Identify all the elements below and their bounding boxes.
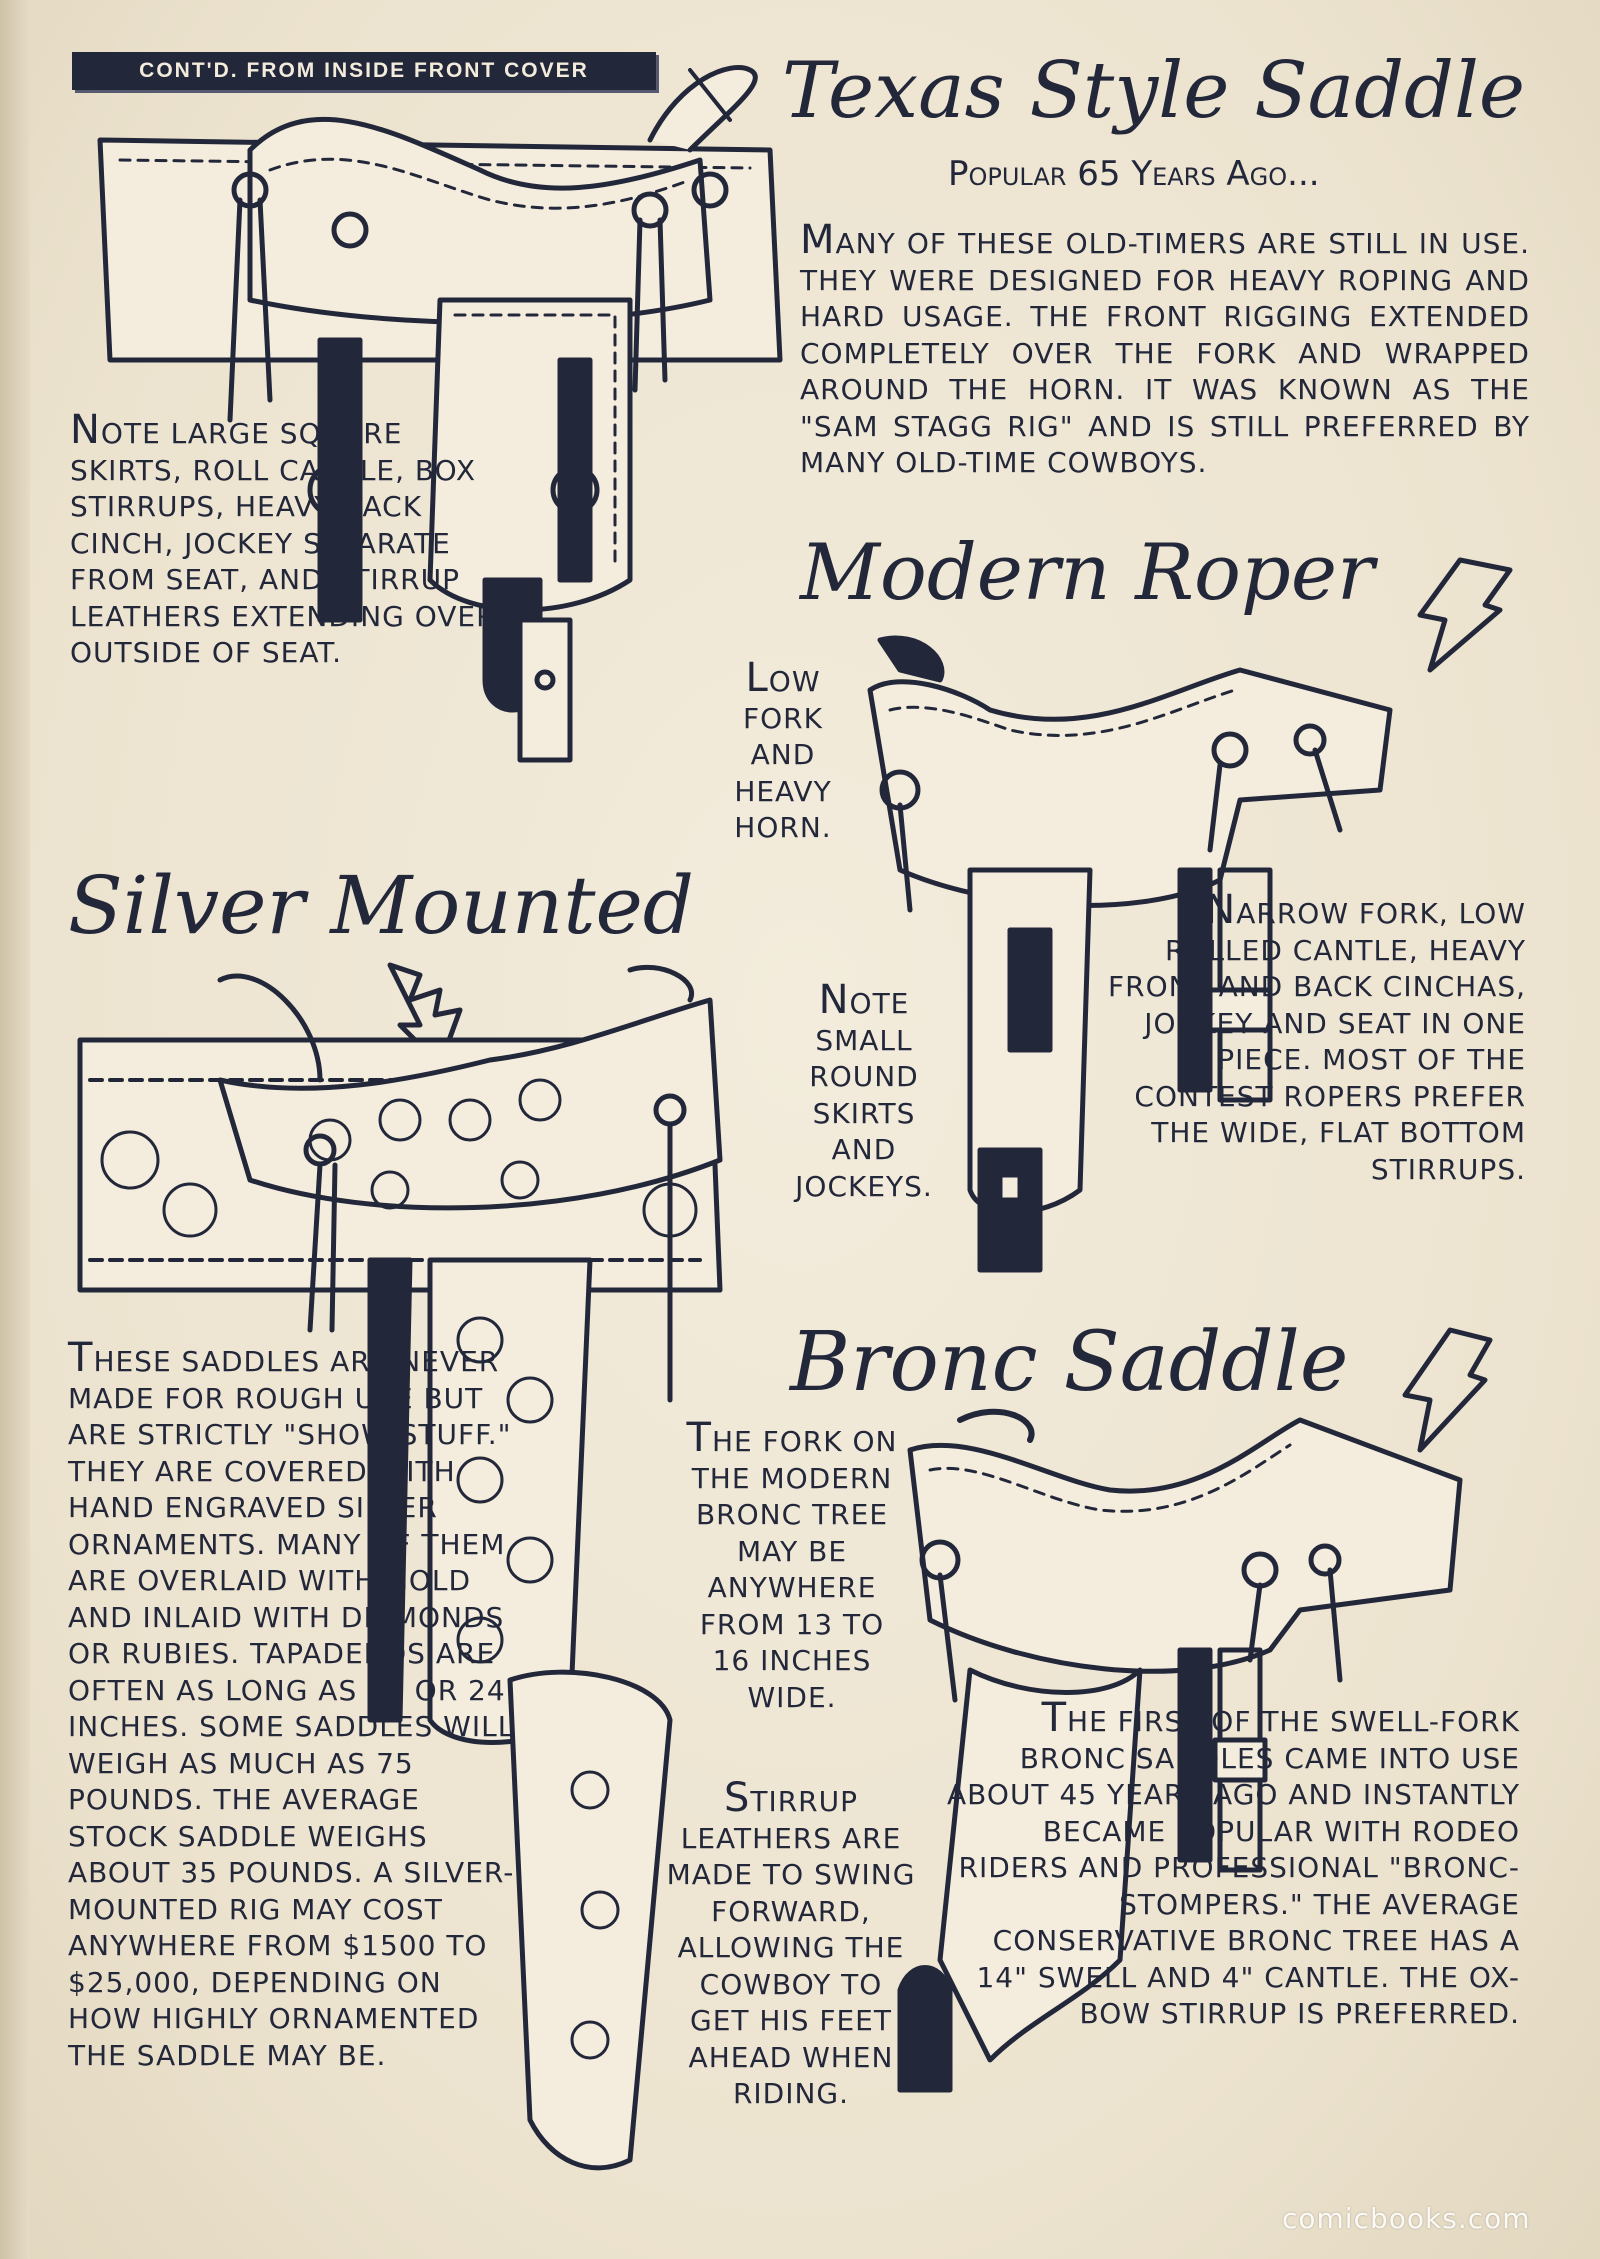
page-spine xyxy=(0,0,30,2259)
bronc-saddle-body: THE FIRST OF THE SWELL-FORK BRONC SADDLES CAME INTO USE ABOUT 45 YEARS AGO AND INSTANTLY BECAME POPULAR WITH RODEO RIDERS AND PROFESSIONAL "BRONC-STOMPERS." THE AVERAGE CONSERVATIVE BRONC TREE HAS A 14" SWELL AND 4" CANTLE. THE OX-BOW STIRRUP IS PREFERRED. xyxy=(947,1695,1520,2030)
watermark: comicbooks.com xyxy=(1282,2202,1531,2235)
silver-mounted-body: THESE SADDLES ARE NEVER MADE FOR ROUGH USE BUT ARE STRICTLY "SHOW STUFF." THEY ARE COVERED WITH HAND ENGRAVED SILVER ORNAMENTS. MANY OF THEM ARE OVERLAID WITH GOLD AND INLAID WITH DIAMONDS OR RUBIES. TAPADEROS ARE OFTEN AS LONG AS 22 OR 24 INCHES. SOME SADDLES WILL WEIGH AS MUCH AS 75 POUNDS. THE AVERAGE STOCK SADDLE WEIGHS ABOUT 35 POUNDS. A SILVER-MOUNTED RIG MAY COST ANYWHERE FROM $1500 TO $25,000, DEPENDING ON HOW HIGHLY ORNAMENTED THE SADDLE MAY BE. xyxy=(68,1335,515,2072)
modern-roper-skirt-note: NOTE SMALL ROUND SKIRTS AND JOCKEYS. xyxy=(795,977,933,1203)
modern-roper-fork-label: LOW FORK AND HEAVY HORN. xyxy=(734,655,832,844)
continued-banner: CONT'D. FROM INSIDE FRONT COVER xyxy=(72,52,656,90)
texas-saddle-title: Texas Style Saddle xyxy=(782,46,1526,136)
modern-roper-arrow-icon xyxy=(1400,550,1520,680)
modern-roper-title: Modern Roper xyxy=(800,528,1375,618)
texas-saddle-note: NOTE LARGE SQUARE SKIRTS, ROLL CANTLE, BOX STIRRUPS, HEAVY BACK CINCH, JOCKEY SEPARATE FROM SEAT, AND STIRRUP LEATHERS EXTENDING OVER OUTSIDE OF SEAT. xyxy=(70,407,497,669)
bronc-saddle-title: Bronc Saddle xyxy=(790,1315,1349,1410)
bronc-saddle-stirrup-note: STIRRUP LEATHERS ARE MADE TO SWING FORWARD, ALLOWING THE COWBOY TO GET HIS FEET AHEAD WHEN RIDING. xyxy=(666,1775,916,2110)
bronc-saddle-fork-note: THE FORK ON THE MODERN BRONC TREE MAY BE ANYWHERE FROM 13 TO 16 INCHES WIDE. xyxy=(686,1415,898,1714)
texas-saddle-subtitle: Popular 65 Years Ago... xyxy=(948,154,1320,194)
texas-saddle-body: MANY OF THESE OLD-TIMERS ARE STILL IN USE. THEY WERE DESIGNED FOR HEAVY ROPING AND HARD USAGE. THE FRONT RIGGING EXTENDED COMPLETELY OVER THE FORK AND WRAPPED AROUND THE HORN. IT WAS KNOWN AS THE "SAM STAGG RIG" AND IS STILL PREFERRED BY MANY OLD-TIME COWBOYS. xyxy=(800,217,1530,479)
modern-roper-body: NARROW FORK, LOW ROLLED CANTLE, HEAVY FRONT AND BACK CINCHAS, JOCKEY AND SEAT IN ONE PIECE. MOST OF THE CONTEST ROPERS PREFER THE WIDE, FLAT BOTTOM STIRRUPS. xyxy=(1108,887,1526,1186)
silver-mounted-title: Silver Mounted xyxy=(68,859,695,952)
